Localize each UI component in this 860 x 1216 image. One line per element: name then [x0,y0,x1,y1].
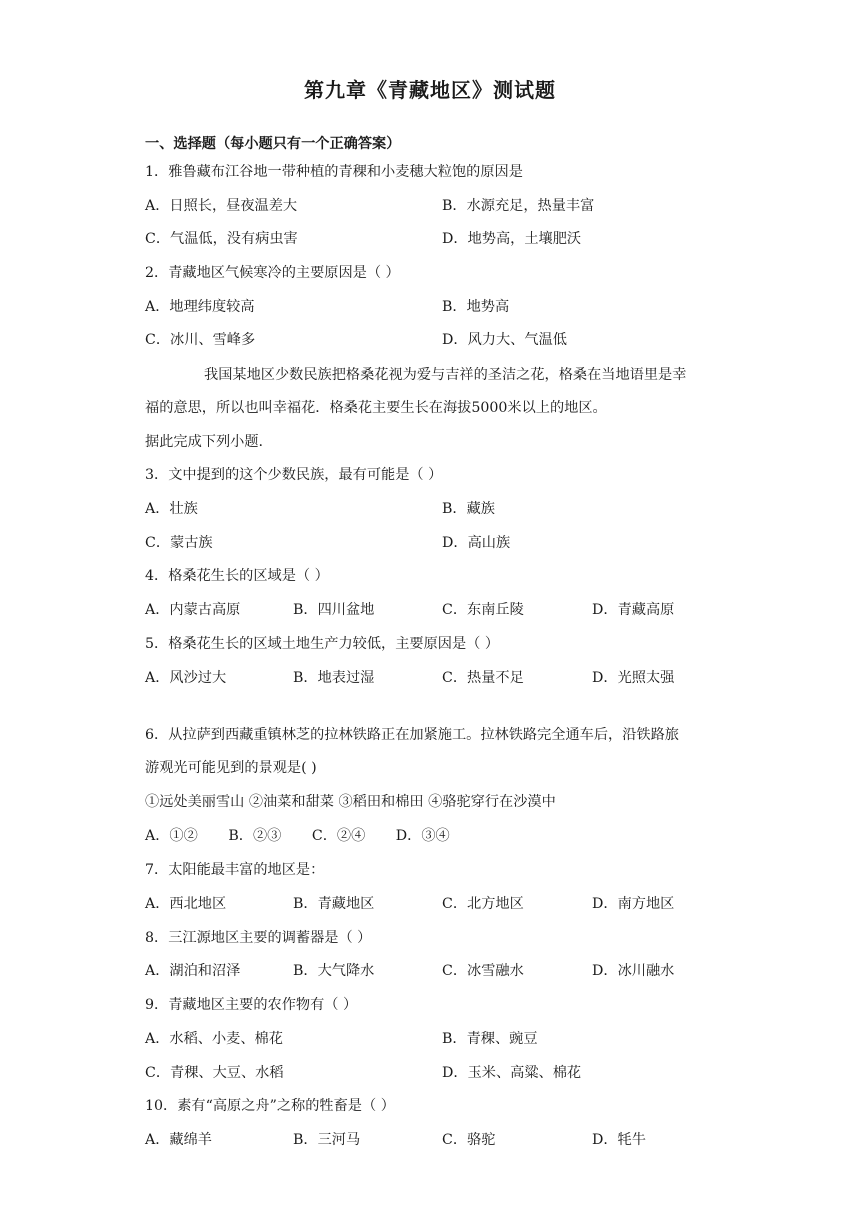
question-6-option-b: B．②③ [228,828,282,844]
question-9-option-a: A．水稻、小麦、棉花 [145,1031,283,1047]
question-2-option-d: D．风力大、气温低 [442,332,567,348]
question-4-options [145,600,725,620]
question-2-option-b: B．地势高 [442,299,510,315]
question-5-options [145,668,725,688]
question-2-options-row-1 [145,297,725,317]
question-9-options-row-2 [145,1063,725,1083]
question-6-stem-line-1: 6．从拉萨到西藏重镇林芝的拉林铁路正在加紧施工。拉林铁路完全通车后，沿铁路旅 [145,727,679,743]
question-4-option-d: D．青藏高原 [592,602,675,618]
document-title: 第九章《青藏地区》测试题 [304,78,556,102]
question-1-stem: 1．雅鲁藏布江谷地一带种植的青稞和小麦穗大粒饱的原因是 [145,164,523,180]
question-2-option-c: C．冰川、雪峰多 [145,332,256,348]
question-1-option-d: D．地势高，土壤肥沃 [442,231,582,247]
question-4-option-a: A．内蒙古高原 [145,602,241,618]
question-8-option-a: A．湖泊和沼泽 [145,963,241,979]
question-6-option-d: D．③④ [395,828,450,844]
question-7-stem: 7．太阳能最丰富的地区是： [145,862,325,878]
question-9-stem: 9．青藏地区主要的农作物有（ ） [145,997,358,1013]
question-7-option-c: C．北方地区 [442,896,524,912]
question-3-option-a: A．壮族 [145,501,198,517]
question-6-option-c: C．②④ [311,828,366,844]
question-8-option-c: C．冰雪融水 [442,963,524,979]
question-6-option-a: A．①② [145,828,198,844]
question-6-items: ①远处美丽雪山 ②油菜和甜菜 ③稻田和棉田 ④骆驼穿行在沙漠中 [145,794,556,810]
question-1-option-c: C．气温低，没有病虫害 [145,231,298,247]
question-3-option-b: B．藏族 [442,501,495,517]
question-10-option-b: B．三河马 [293,1132,361,1148]
question-7-option-a: A．西北地区 [145,896,227,912]
passage-line-2: 福的意思，所以也叫幸福花．格桑花主要生长在海拔5000米以上的地区。 [145,400,607,416]
question-6-stem-line-2: 游观光可能见到的景观是( ) [145,760,317,776]
question-2-stem: 2．青藏地区气候寒冷的主要原因是（ ） [145,265,400,281]
question-10-option-c: C．骆驼 [442,1132,496,1148]
question-5-option-a: A．风沙过大 [145,670,227,686]
question-8-stem: 8．三江源地区主要的调蓄器是（ ） [145,930,372,946]
question-5-option-d: D．光照太强 [592,670,675,686]
question-1-options-row-2 [145,229,725,249]
question-2-option-a: A．地理纬度较高 [145,299,255,315]
question-9-option-c: C．青稞、大豆、水稻 [145,1065,284,1081]
question-9-option-d: D．玉米、高粱、棉花 [442,1065,582,1081]
question-3-stem: 3．文中提到的这个少数民族，最有可能是（ ） [145,467,443,483]
question-9-options-row-1 [145,1029,725,1049]
question-3-option-c: C．蒙古族 [145,535,213,551]
question-4-option-b: B．四川盆地 [293,602,375,618]
question-6-options [145,826,725,846]
question-5-stem: 5．格桑花生长的区域土地生产力较低，主要原因是（ ） [145,636,500,652]
question-10-options [145,1130,725,1150]
question-8-option-b: B．大气降水 [293,963,375,979]
question-9-option-b: B．青稞、豌豆 [442,1031,538,1047]
question-4-option-c: C．东南丘陵 [442,602,524,618]
question-7-options [145,894,725,914]
question-2-options-row-2 [145,330,725,350]
question-10-stem: 10．素有“高原之舟”之称的牲畜是（ ） [145,1098,395,1114]
question-7-option-b: B．青藏地区 [293,896,375,912]
question-5-option-c: C．热量不足 [442,670,524,686]
question-1-options-row-1 [145,196,725,216]
question-5-option-b: B．地表过湿 [293,670,375,686]
question-3-option-d: D．高山族 [442,535,511,551]
question-8-option-d: D．冰川融水 [592,963,675,979]
question-8-options [145,961,725,981]
question-3-options-row-2 [145,533,725,553]
question-1-option-b: B．水源充足，热量丰富 [442,198,595,214]
question-4-stem: 4．格桑花生长的区域是（ ） [145,568,329,584]
question-10-option-d: D．牦牛 [592,1132,646,1148]
question-3-options-row-1 [145,499,725,519]
question-1-option-a: A．日照长，昼夜温差大 [145,198,298,214]
question-10-option-a: A．藏绵羊 [145,1132,212,1148]
passage-line-3: 据此完成下列小题. [145,434,264,450]
section-heading: 一、选择题（每小题只有一个正确答案） [145,136,401,152]
passage-line-1: 我国某地区少数民族把格桑花视为爱与吉祥的圣洁之花，格桑在当地语里是幸 [204,367,687,383]
question-7-option-d: D．南方地区 [592,896,675,912]
